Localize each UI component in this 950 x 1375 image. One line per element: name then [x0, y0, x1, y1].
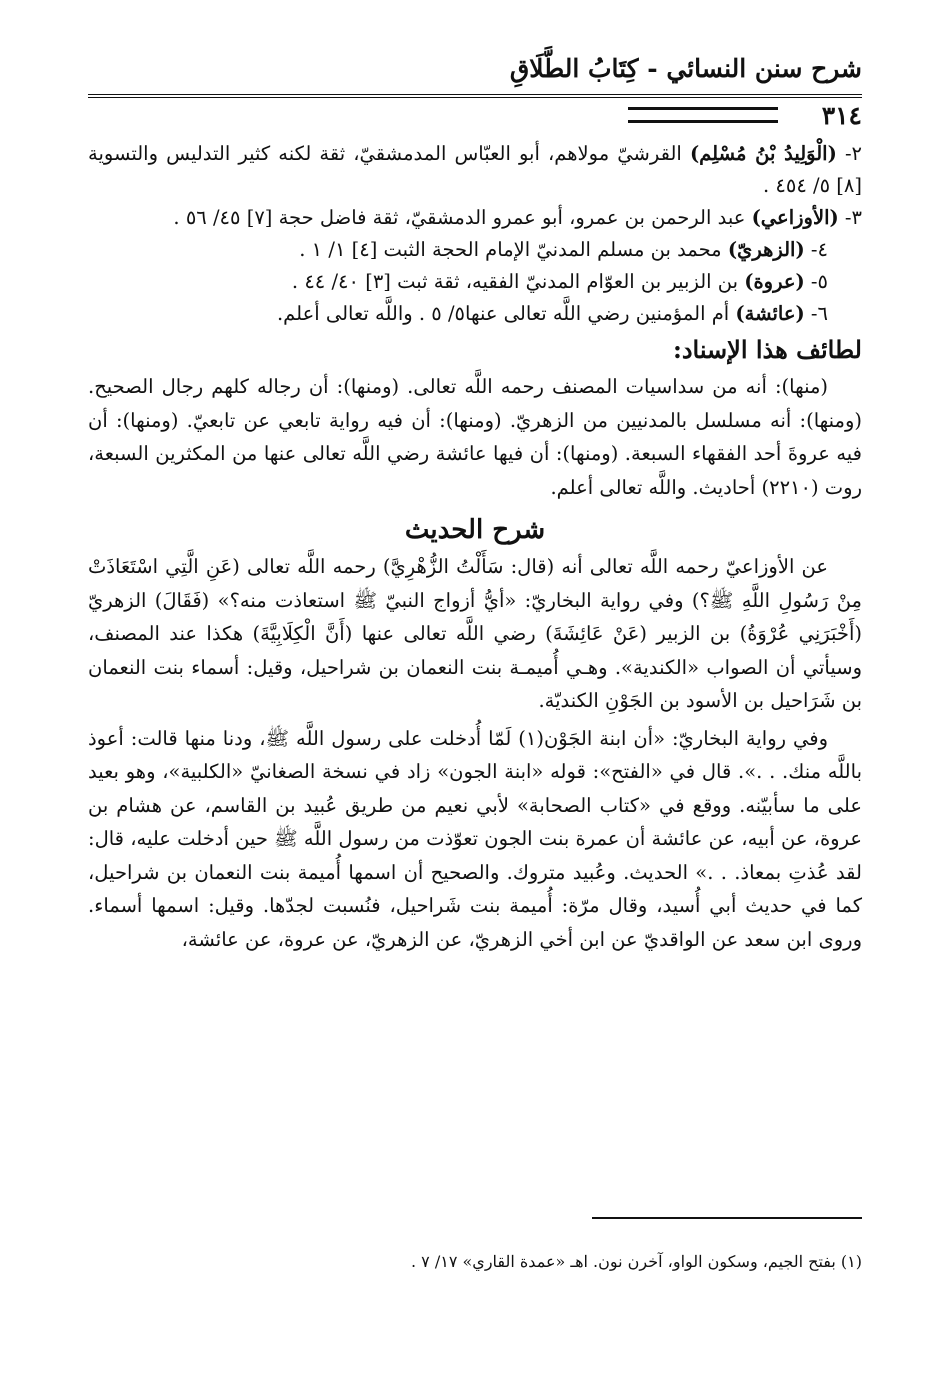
footnote-divider: [592, 1217, 862, 1219]
narrator-item: ٤- (الزهريّ) محمد بن مسلم المدنيّ الإمام الحجة الثبت [٤] ١/ ١ .: [299, 238, 828, 261]
narrator-list: [88, 138, 862, 330]
lataif-heading: لطائف هذا الإسناد:: [672, 335, 862, 364]
sharh-paragraph-2: وفي رواية البخاريّ: «أن ابنة الجَوْن(١) لَمّا أُدخلت على رسول اللَّه ﷺ، ودنا منها قالت: أعوذ باللَّه منك. . .». قال في «الفتح»: قوله «ابنة الجون» زاد في نسخة الصغانيّ «الكلبية»، وهو بعيد على ما سأبيّنه. ووقع في «كتاب الصحابة» لأبي نعيم من طريق عُبيد بن القاسم، عن هشام بن عروة، عن أبيه، عن عائشة أن عمرة بنت الجون تعوّذت من رسول اللَّه ﷺ حين أدخلت عليه، قال: لقد عُذتِ بمعاذ. . .» الحديث. وعُبيد متروك. والصحيح أن اسمها أُميمة بنت النعمان بن شراحيل، كما في حديث أبي أُسيد، وقال مرّة: أُميمة بنت شَراحيل، فنُسبت لجدّها. وقيل: اسمها أسماء. وروى ابن سعد عن الواقديّ عن ابن أخي الزهريّ، عن الزهريّ، عن عروة، عن عائشة،: [88, 726, 862, 951]
lataif-paragraph: (منها): أنه من سداسيات المصنف رحمه اللَّه تعالى. (ومنها): أن رجاله كلهم رجال الصحيح. (ومنها): أنه مسلسل بالمدنيين من الزهريّ. (ومنها): أن فيه رواية تابعي عن تابعيّ. (ومنها): أن فيه عروةَ أحد الفقهاء السبعة. (ومنها): أن فيها عائشة رضي اللَّه تعالى عنها من المكثرين السبعة، روت (٢٢١٠) أحاديث. واللَّه تعالى أعلم.: [88, 375, 862, 499]
page-number: ٣١٤: [821, 100, 862, 130]
narrator-item: ٥- (عروة) بن الزبير بن العوّام المدنيّ الفقيه، ثقة ثبت [٣] ٤٠/ ٤٤ .: [291, 270, 828, 293]
book-page: [88, 50, 862, 1335]
footnote: (١) بفتح الجيم، وسكون الواو، آخرن نون. اهـ «عمدة القاري» ١٧/ ٧ .: [410, 1252, 862, 1271]
running-header: [88, 50, 862, 98]
narrator-item: ٣- (الأوزاعي) عبد الرحمن بن عمرو، أبو عمرو الدمشقيّ، ثقة فاضل حجة [٧] ٤٥/ ٥٦ .: [173, 206, 862, 229]
header-rule: [628, 107, 778, 123]
narrator-item: ٦- (عائشة) أم المؤمنين رضي اللَّه تعالى عنها٥/ ٥ . واللَّه تعالى أعلم.: [276, 302, 828, 325]
running-title: شرح سنن النسائي - كِتَابُ الطَّلَاقِ: [509, 54, 862, 83]
sharh-heading: شرح الحديث: [404, 515, 546, 545]
page-number-row: [88, 98, 862, 132]
sharh-paragraph-1: عن الأوزاعيّ رحمه اللَّه تعالى أنه (قال: سَأَلْتُ الزُّهْرِيَّ) رحمه اللَّه تعالى (عَنِ الَّتِي اسْتَعَاذَتْ مِنْ رَسُولِ اللَّهِ ﷺ؟) وفي رواية البخاريّ: «أيُّ أزواج النبيّ ﷺ استعاذت منه؟» (فَقَالَ) الزهريّ (أَخْبَرَنِي عُرْوَةُ) بن الزبير (عَنْ عَائِشَةَ) رضي اللَّه تعالى عنها (أَنَّ الْكِلَابِيَّةَ) هكذا عند المصنف، وسيأتي أن الصواب «الكندية». وهـي أُميمـة بنت النعمان بن شراحيل، وقيل: أسماء بنت النعمان بن شَرَاحيل بن الأسود بن الجَوْنِ الكنديّة.: [88, 555, 862, 712]
narrator-item: ٢- (الْوَلِيدُ بْنُ مُسْلِم) القرشيّ مولاهم، أبو العبّاس المدمشقيّ، ثقة لكنه كثير التدليس والتسوية [٨] ٥/ ٤٥٤ .: [88, 142, 863, 197]
